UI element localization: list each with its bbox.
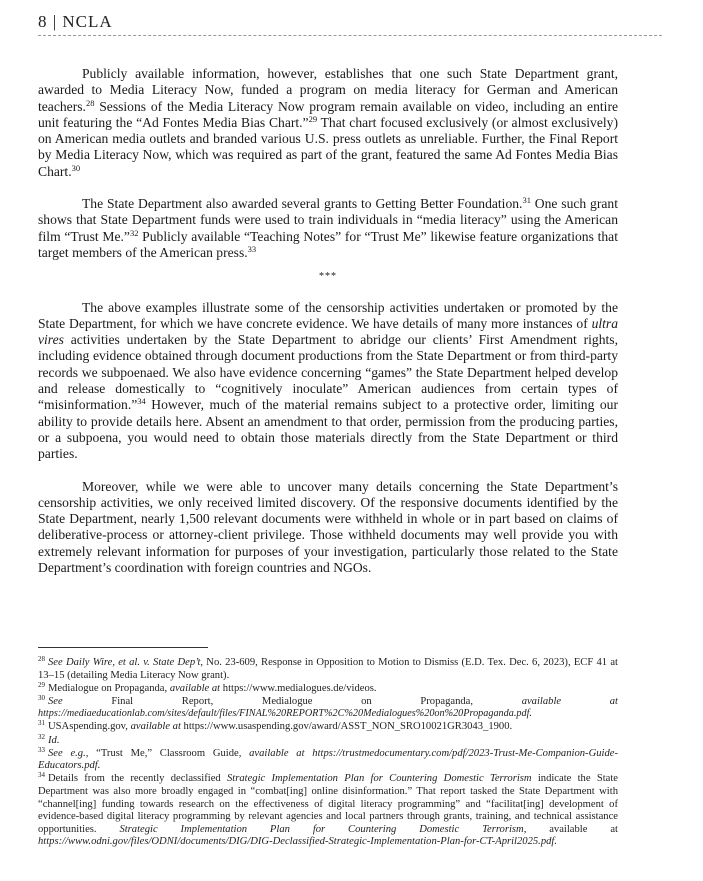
footnote-30: $^{30}$ See Final Report, Medialogue on Propaganda, available at https://mediaeducationlab.com/sites/default/files/FINAL%20REPORT%2C%20Medialogues%20on%20Propaganda.pdf. [38, 693, 618, 720]
footnote-ref-34[interactable]: 34 [137, 396, 146, 407]
footnote-link[interactable]: https://mediaeducationlab.com/sites/default/files/FINAL%20REPORT%2C%20Medialogues%20on%20Propaganda.pdf. [38, 708, 532, 720]
footnote-rule [38, 647, 208, 648]
footnote-link[interactable]: https://www.odni.gov/files/ODNI/documents/DIG/DIG-Declassified-Strategic-Implementation-Plan-for-CT-April2025.pdf. [38, 836, 558, 848]
footnote-link[interactable]: https://www.usaspending.gov/award/ASST_NON_SRO10021GR3043_1900. [180, 721, 513, 733]
footnote-33: $^{33}$ See e.g., “Trust Me,” Classroom Guide, available at https://trustmedocumentary.com/pdf/2023-Trust-Me-Companion-Guide-Educators.pdf. [38, 745, 618, 772]
page-number: 8 [38, 12, 48, 31]
footnote-32: $^{32}$ Id. [38, 732, 60, 746]
paragraph-4: Moreover, while we were able to uncover many details concerning the State Department’s censorship activities, we only received limited discovery. Of the responsive documents identified by the State Department, nearly 1,500 relevant documents were withheld in whole or in part based on claims of deliberative-process or attorney-client privilege. Those withheld documents may well provide you with extremely relevant information for purposes of your investigation, particularly those related to the State Department’s coordination with foreign countries and NGOs. [38, 478, 618, 576]
paragraph-2: The State Department also awarded several grants to Getting Better Foundation.$^{31}$ One such grant shows that State Department funds were used to train individuals in “media literacy” using the American film “Trust Me.”$^{32}$ Publicly available “Teaching Notes” for “Trust Me” likewise feature organizations that target members of the American press.$^{33}$ [38, 195, 618, 260]
page-header [38, 12, 660, 32]
footnote-link[interactable]: https://www.medialogues.de/videos. [220, 682, 377, 694]
footnote-31: $^{31}$ USAspending.gov, available at https://www.usaspending.gov/award/ASST_NON_SRO10021GR3043_1900. [38, 719, 513, 733]
letter-body [38, 66, 618, 592]
footnote-29: $^{29}$ Medialogue on Propaganda, available at https://www.medialogues.de/videos. [38, 680, 377, 694]
footnote-ref-33[interactable]: 33 [247, 243, 257, 254]
footnote-link[interactable]: available at https://trustmedocumentary.com/pdf/2023-Trust-Me-Companion-Guide-Educators.pdf. [38, 747, 618, 772]
header-separator: | [52, 12, 58, 31]
header-rule [38, 35, 662, 36]
footnote-34: $^{34}$ Details from the recently declassified Strategic Implementation Plan for Countering Domestic Terrorism indicate the State Department was also more broadly engaged in “combat[ing] online disinformation.” That report tasked the State Department with “channel[ing] funding towards research on the effectiveness of digital literacy programming” and “facilitat[ing] development of evidence-based digital literacy programming by relevant agencies and local partners through grants, training, and technical assistance opportunities. Strategic Implementation Plan for Countering Domestic Terrorism, available at https://www.odni.gov/files/ODNI/documents/DIG/DIG-Declassified-Strategic-Implementation-Plan-for-CT-April2025.pdf. [38, 771, 619, 848]
section-separator: *** [319, 271, 337, 283]
footnotes [38, 657, 618, 849]
footnote-ref-32[interactable]: 32 [129, 227, 139, 238]
footnote-28: $^{28}$ See Daily Wire, et al. v. State Dep’t, No. 23-609, Response in Opposition to Motion to Dismiss (E.D. Tex. Dec. 6, 2023), ECF 41 at 13–15 (detailing Media Literacy Now grant). [38, 655, 618, 681]
footnote-ref-30[interactable]: 30 [71, 162, 81, 173]
footnote-ref-31[interactable]: 31 [522, 195, 531, 206]
footnote-ref-28[interactable]: 28 [85, 97, 95, 108]
paragraph-1: Publicly available information, however, establishes that one such State Department grant, awarded to Media Literacy Now, funded a program on media literacy for German and American teachers.$^{28}$ Sessions of the Media Literacy Now program remain available on video, including an entire unit featuring the “Ad Fontes Media Bias Chart.”$^{29}$ That chart focused exclusively (or almost exclusively) on American media outlets and branded various U.S. press outlets as unreliable. Further, the Final Report by Media Literacy Now, which was required as part of the grant, featured the same Ad Fontes Media Bias Chart.$^{30}$ [38, 66, 618, 179]
paragraph-3: The above examples illustrate some of the censorship activities undertaken or promoted by the State Department, for which we have concrete evidence. We have details of many more instances of ultra vires activities undertaken by the State Department to abridge our clients’ First Amendment rights, including evidence obtained through document productions from the State Department or from third-party records we subpoenaed. We also have evidence concerning “games” the State Department helped develop and release domestically to “cognitively inoculate” American audiences from certain types of “misinformation.”$^{34}$ However, much of the material remains subject to a protective order, limiting our ability to provide details here. Absent an amendment to that order, permission from the producing parties, or a subpoena, you would need to obtain those materials directly from the State Department or third parties. [38, 299, 618, 462]
org-name: NCLA [62, 12, 113, 31]
footnote-ref-29[interactable]: 29 [308, 113, 318, 124]
